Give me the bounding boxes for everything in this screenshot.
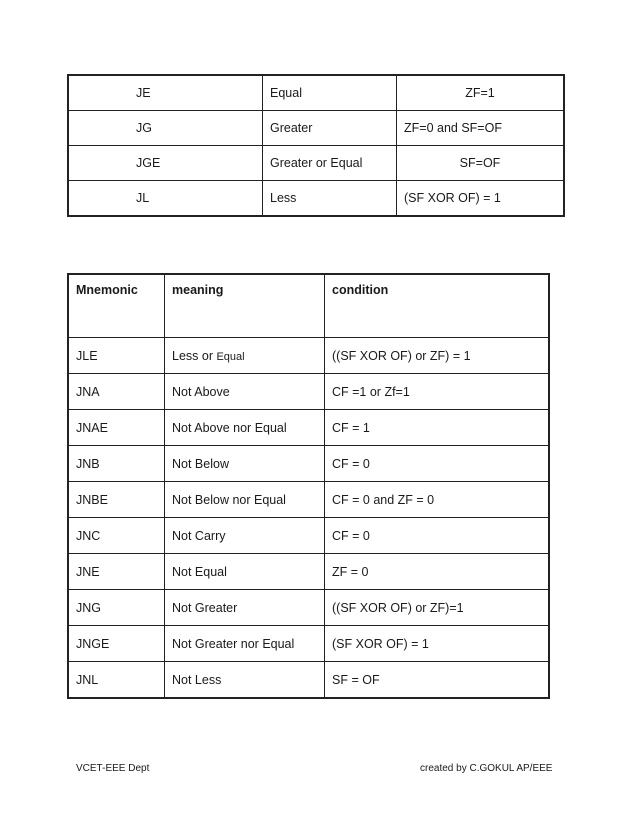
- meaning-cell: Not Below nor Equal: [165, 482, 325, 518]
- table-row: [68, 590, 549, 626]
- mnemonic-cell: JNAE: [68, 410, 165, 446]
- meaning-cell: Not Greater: [165, 590, 325, 626]
- mnemonic-cell: JNA: [68, 374, 165, 410]
- table-row: [68, 554, 549, 590]
- meaning-cell: [165, 338, 325, 374]
- table-row: [68, 662, 549, 699]
- table-row: [68, 374, 549, 410]
- condition-cell: SF = OF: [325, 662, 550, 699]
- table-row: [68, 111, 564, 146]
- meaning-cell: Not Carry: [165, 518, 325, 554]
- meaning-cell: Greater: [263, 111, 397, 146]
- mnemonic-cell: JL: [68, 181, 263, 217]
- table-row: [68, 338, 549, 374]
- mnemonic-cell: JNE: [68, 554, 165, 590]
- table-header-row: [68, 274, 549, 338]
- mnemonic-cell: JGE: [68, 146, 263, 181]
- mnemonic-cell: JE: [68, 75, 263, 111]
- condition-cell: (SF XOR OF) = 1: [397, 181, 565, 217]
- meaning-cell: Not Below: [165, 446, 325, 482]
- condition-cell: CF =1 or Zf=1: [325, 374, 550, 410]
- meaning-cell: Not Above nor Equal: [165, 410, 325, 446]
- mnemonic-cell: JNBE: [68, 482, 165, 518]
- meaning-text: Less or: [172, 348, 217, 363]
- table-row: [68, 626, 549, 662]
- table-row: [68, 181, 564, 217]
- header-meaning: meaning: [165, 274, 325, 338]
- condition-cell: CF = 0 and ZF = 0: [325, 482, 550, 518]
- condition-cell: CF = 0: [325, 518, 550, 554]
- condition-cell: CF = 0: [325, 446, 550, 482]
- table-row: [68, 482, 549, 518]
- condition-cell: ((SF XOR OF) or ZF) = 1: [325, 338, 550, 374]
- condition-cell: SF=OF: [397, 146, 565, 181]
- mnemonic-cell: JLE: [68, 338, 165, 374]
- condition-cell: ZF = 0: [325, 554, 550, 590]
- mnemonic-cell: JNGE: [68, 626, 165, 662]
- mnemonic-cell: JNL: [68, 662, 165, 699]
- mnemonic-cell: JNB: [68, 446, 165, 482]
- header-mnemonic: Mnemonic: [68, 274, 165, 338]
- condition-cell: CF = 1: [325, 410, 550, 446]
- meaning-cell: Greater or Equal: [263, 146, 397, 181]
- meaning-text-small: Equal: [216, 350, 245, 363]
- meaning-cell: Not Above: [165, 374, 325, 410]
- mnemonic-cell: JNG: [68, 590, 165, 626]
- meaning-cell: Not Less: [165, 662, 325, 699]
- table-row: [68, 446, 549, 482]
- table-row: [68, 410, 549, 446]
- header-condition: condition: [325, 274, 550, 338]
- table-row: [68, 146, 564, 181]
- table-row: [68, 518, 549, 554]
- condition-cell: ZF=1: [397, 75, 565, 111]
- jump-conditions-table-top: [67, 74, 565, 217]
- footer-author: created by C.GOKUL AP/EEE: [420, 763, 553, 774]
- mnemonic-cell: JG: [68, 111, 263, 146]
- footer-department: VCET-EEE Dept: [76, 763, 150, 774]
- jump-conditions-table-bottom: [67, 273, 550, 699]
- table-row: [68, 75, 564, 111]
- meaning-cell: Not Equal: [165, 554, 325, 590]
- condition-cell: (SF XOR OF) = 1: [325, 626, 550, 662]
- meaning-cell: Not Greater nor Equal: [165, 626, 325, 662]
- condition-cell: ((SF XOR OF) or ZF)=1: [325, 590, 550, 626]
- meaning-cell: Less: [263, 181, 397, 217]
- condition-cell: ZF=0 and SF=OF: [397, 111, 565, 146]
- meaning-cell: Equal: [263, 75, 397, 111]
- mnemonic-cell: JNC: [68, 518, 165, 554]
